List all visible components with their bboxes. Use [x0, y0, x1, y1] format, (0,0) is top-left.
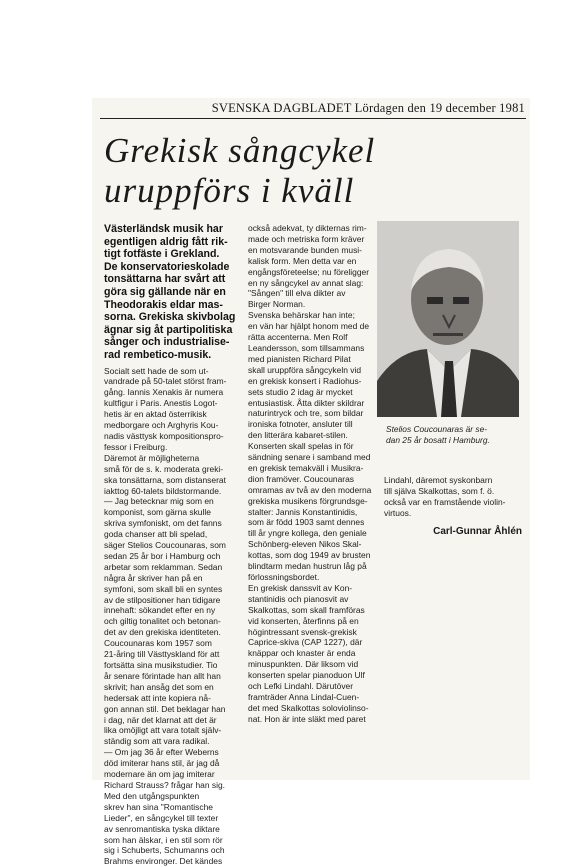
masthead: SVENSKA DAGBLADET Lördagen den 19 december 1981 — [211, 101, 525, 115]
photo-caption: Stelios Coucounaras är se- dan 25 år bosatt i Hamburg. — [386, 424, 490, 445]
portrait-photo — [377, 221, 519, 417]
masthead-rule — [100, 118, 526, 119]
headline-line-2: uruppförs i kväll — [104, 171, 355, 210]
portrait-photo-icon — [377, 221, 519, 417]
body-paragraph: också adekvat, ty dikternas rim- made och metriska form kräver en motsvarande bunden musi- kalisk form. Men detta var en engångsföreteelse; nu föreligger en ny sångcykel av annat slag: "Sången" till elva dikter av Birger Norman. — [248, 223, 370, 310]
body-paragraph: Konserten skall spelas in för sändning senare i samband med en grekisk temakväll i Musikra- dion framöver. Coucounaras omramas av två av den moderna grekiska musikens förgrundsge- stalter: Jannis Konstantinidis, som är född 1903 samt dennes till år yngre kollega, den geniale Schönberg-eleven Nikos Skal- kottas, som dog 1949 av brusten blindtarm medan hustrun låg på förlossningsbordet. — [248, 441, 372, 582]
lead-paragraph: Västerländsk musik har egentligen aldrig fått rik- tigt fotfäste i Grekland. De konservatorieskolade tonsättarna har svårt att göra sig gällande när en Theodorakis eldar mas- sorna. Grekiska skivbolag ägnar sig åt partipolitiska sånger och industrialise- rad rembetico-musik. — [104, 223, 236, 361]
body-paragraph: En grekisk danssvit av Kon- stantinidis och pianosvit av Skalkottas, som skall framföras vid konserten, återfinns på en högintressant svensk-grekisk Caprice-skiva (CAP 1227), där knäppar och knaster är enda minuspunkten. Där liksom vid konserten spelar pianoduon Ulf och Lefki Lindahl. Därutöver framträder Anna Lindal-Cuen- det med Skalkottas soloviolinso- nat. Hon är inte släkt med paret — [248, 582, 369, 724]
body-paragraph: Svenska behärskar han inte; en vän har hjälpt honom med de rätta accenterna. Men Rolf Leandersson, som tillsammans med pianisten Richard Pilat skall uruppföra sångcykeln vid en grekisk konsert i Radiohus- sets studio 2 idag är mycket entusiastisk. Åtta dikter skildrar naturintryck och tre, som bildar ironiska fotnoter, ansluter till den litterära kabaret-stilen. — [248, 310, 370, 441]
headline-line-1: Grekisk sångcykel — [104, 131, 376, 170]
article-column-2 — [248, 223, 378, 725]
body-paragraph-continuation: Lindahl, däremot syskonbarn till själva Skalkottas, som f. ö. också var en framstående violin- virtuos. — [384, 475, 506, 518]
article-column-1 — [104, 223, 254, 867]
body-paragraph: Med den utgångspunkten skrev han sina "Romantische Lieder", en sångcykel till texter av senromantiska tyska diktare som han älskar, i en stil som rör sig i Schuberts, Schumanns och Brahms environger. Det kändes — [104, 790, 225, 867]
body-paragraph: Socialt sett hade de som ut- vandrade på 50-talet störst fram- gång. Iannis Xenakis är numera kultfigur i Paris. Anestis Logot- hetis är en aktad österrikisk medborgare och Arghyris Kou- nadis västtysk kompositionspro- fessor i Freiburg. — [104, 365, 227, 452]
body-paragraph: Däremot är möjligheterna små för de s. k. moderata greki- ska tonsättarna, som distanserat iakttog 60-talets bildstormande. — Jag betecknar mig som en komponist, som gärna skulle skriva symfoniskt, om det fanns goda chanser att bli spelad, säger Stelios Coucounaras, som sedan 25 år bor i Hamburg och arbetar som reklamman. Sedan några år skriver han på en symfoni, som skall bli en syntes av de stilpositioner han tidigare innehaft: sökandet efter en ny och giltig tonalitet och betonan- det av den grekiska identiteten. — [104, 452, 226, 638]
body-paragraph: Coucounaras kom 1957 som 21-åring till Västtyskland för att fortsätta sina musikstudier. Tio år senare förintade han allt han skrivit; han ansåg det som en hedersak att inte kopiera nå- gon annan stil. Det beklagar han i dag, när det klarnat att det är lika omöjligt att vara totalt själv- ständig som att vara radikal. — Om jag 36 år efter Weberns död imiterar hans stil, är jag då modernare än om jag imiterar Richard Strauss? frågar han sig. — [104, 638, 226, 790]
byline: Carl-Gunnar Åhlén — [433, 526, 522, 537]
